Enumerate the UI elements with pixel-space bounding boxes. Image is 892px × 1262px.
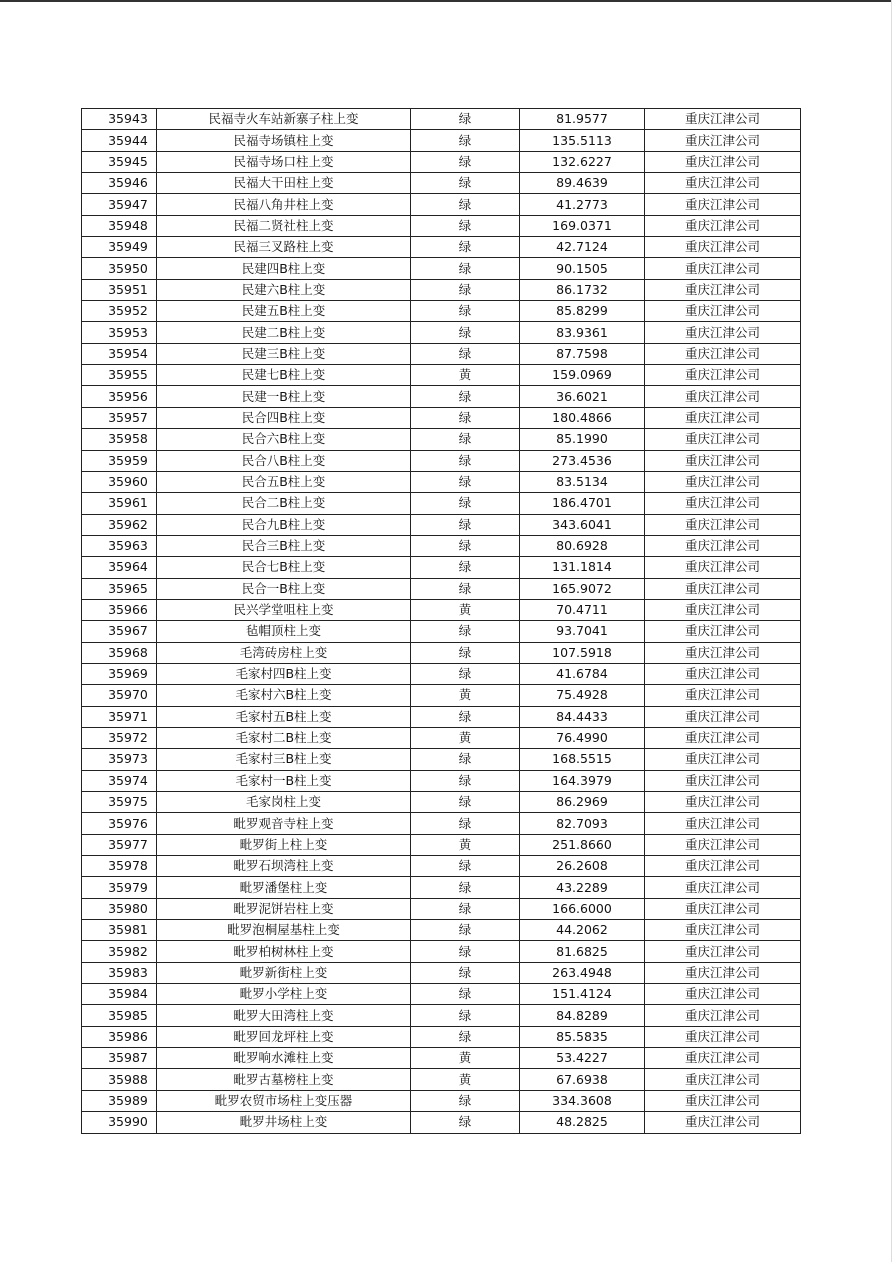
- company-cell: 重庆江津公司: [645, 322, 801, 343]
- table-row: [82, 301, 801, 322]
- transformer-name-cell: 毛家村二B柱上变: [157, 727, 411, 748]
- row-id-cell: 35979: [82, 877, 157, 898]
- row-id-cell: 35943: [82, 109, 157, 130]
- row-id-cell: 35980: [82, 898, 157, 919]
- value-cell: 131.1814: [520, 557, 645, 578]
- value-cell: 263.4948: [520, 962, 645, 983]
- row-id-cell: 35954: [82, 343, 157, 364]
- status-color-cell: 绿: [411, 322, 520, 343]
- transformer-name-cell: 民合一B柱上变: [157, 578, 411, 599]
- company-cell: 重庆江津公司: [645, 365, 801, 386]
- table-row: [82, 130, 801, 151]
- page-top-border: [0, 0, 892, 2]
- row-id-cell: 35953: [82, 322, 157, 343]
- table-row: [82, 450, 801, 471]
- status-color-cell: 绿: [411, 1090, 520, 1111]
- company-cell: 重庆江津公司: [645, 1090, 801, 1111]
- status-color-cell: 黄: [411, 1069, 520, 1090]
- company-cell: 重庆江津公司: [645, 984, 801, 1005]
- transformer-name-cell: 民合二B柱上变: [157, 493, 411, 514]
- company-cell: 重庆江津公司: [645, 749, 801, 770]
- table-body: [82, 109, 801, 1134]
- value-cell: 36.6021: [520, 386, 645, 407]
- transformer-name-cell: 毗罗古墓榜柱上变: [157, 1069, 411, 1090]
- transformer-name-cell: 民福大干田柱上变: [157, 173, 411, 194]
- company-cell: 重庆江津公司: [645, 856, 801, 877]
- company-cell: 重庆江津公司: [645, 962, 801, 983]
- row-id-cell: 35976: [82, 813, 157, 834]
- company-cell: 重庆江津公司: [645, 727, 801, 748]
- row-id-cell: 35983: [82, 962, 157, 983]
- company-cell: 重庆江津公司: [645, 493, 801, 514]
- row-id-cell: 35967: [82, 621, 157, 642]
- row-id-cell: 35977: [82, 834, 157, 855]
- status-color-cell: 绿: [411, 386, 520, 407]
- transformer-name-cell: 毗罗街上柱上变: [157, 834, 411, 855]
- table-row: [82, 727, 801, 748]
- transformer-name-cell: 民合八B柱上变: [157, 450, 411, 471]
- status-color-cell: 绿: [411, 535, 520, 556]
- table-row: [82, 856, 801, 877]
- company-cell: 重庆江津公司: [645, 109, 801, 130]
- company-cell: 重庆江津公司: [645, 301, 801, 322]
- transformer-name-cell: 民建七B柱上变: [157, 365, 411, 386]
- company-cell: 重庆江津公司: [645, 450, 801, 471]
- transformer-name-cell: 毗罗回龙坪柱上变: [157, 1026, 411, 1047]
- company-cell: 重庆江津公司: [645, 706, 801, 727]
- value-cell: 93.7041: [520, 621, 645, 642]
- row-id-cell: 35955: [82, 365, 157, 386]
- status-color-cell: 绿: [411, 706, 520, 727]
- transformer-name-cell: 民建二B柱上变: [157, 322, 411, 343]
- value-cell: 251.8660: [520, 834, 645, 855]
- transformer-name-cell: 毛湾砖房柱上变: [157, 642, 411, 663]
- transformer-name-cell: 毗罗响水滩柱上变: [157, 1048, 411, 1069]
- status-color-cell: 绿: [411, 173, 520, 194]
- table-row: [82, 706, 801, 727]
- row-id-cell: 35968: [82, 642, 157, 663]
- row-id-cell: 35971: [82, 706, 157, 727]
- value-cell: 168.5515: [520, 749, 645, 770]
- company-cell: 重庆江津公司: [645, 1005, 801, 1026]
- row-id-cell: 35972: [82, 727, 157, 748]
- table-row: [82, 792, 801, 813]
- table-row: [82, 173, 801, 194]
- row-id-cell: 35974: [82, 770, 157, 791]
- transformer-name-cell: 民合六B柱上变: [157, 429, 411, 450]
- table-row: [82, 749, 801, 770]
- table-row: [82, 877, 801, 898]
- company-cell: 重庆江津公司: [645, 941, 801, 962]
- row-id-cell: 35989: [82, 1090, 157, 1111]
- row-id-cell: 35950: [82, 258, 157, 279]
- table-row: [82, 898, 801, 919]
- row-id-cell: 35956: [82, 386, 157, 407]
- transformer-name-cell: 民福二贤社柱上变: [157, 215, 411, 236]
- company-cell: 重庆江津公司: [645, 1026, 801, 1047]
- row-id-cell: 35982: [82, 941, 157, 962]
- table-row: [82, 1069, 801, 1090]
- value-cell: 85.1990: [520, 429, 645, 450]
- value-cell: 159.0969: [520, 365, 645, 386]
- company-cell: 重庆江津公司: [645, 343, 801, 364]
- table-row: [82, 685, 801, 706]
- table-row: [82, 322, 801, 343]
- status-color-cell: 绿: [411, 578, 520, 599]
- company-cell: 重庆江津公司: [645, 514, 801, 535]
- value-cell: 186.4701: [520, 493, 645, 514]
- value-cell: 53.4227: [520, 1048, 645, 1069]
- transformer-name-cell: 民建五B柱上变: [157, 301, 411, 322]
- transformer-name-cell: 毛家村三B柱上变: [157, 749, 411, 770]
- row-id-cell: 35973: [82, 749, 157, 770]
- table-row: [82, 984, 801, 1005]
- status-color-cell: 绿: [411, 962, 520, 983]
- status-color-cell: 绿: [411, 215, 520, 236]
- transformer-name-cell: 毗罗柏树林柱上变: [157, 941, 411, 962]
- value-cell: 86.2969: [520, 792, 645, 813]
- value-cell: 42.7124: [520, 237, 645, 258]
- row-id-cell: 35958: [82, 429, 157, 450]
- company-cell: 重庆江津公司: [645, 130, 801, 151]
- value-cell: 84.4433: [520, 706, 645, 727]
- value-cell: 90.1505: [520, 258, 645, 279]
- table-row: [82, 599, 801, 620]
- table-row: [82, 365, 801, 386]
- company-cell: 重庆江津公司: [645, 194, 801, 215]
- status-color-cell: 绿: [411, 237, 520, 258]
- value-cell: 82.7093: [520, 813, 645, 834]
- value-cell: 165.9072: [520, 578, 645, 599]
- table-row: [82, 557, 801, 578]
- value-cell: 135.5113: [520, 130, 645, 151]
- transformer-name-cell: 民兴学堂咀柱上变: [157, 599, 411, 620]
- table-row: [82, 109, 801, 130]
- value-cell: 80.6928: [520, 535, 645, 556]
- company-cell: 重庆江津公司: [645, 834, 801, 855]
- company-cell: 重庆江津公司: [645, 471, 801, 492]
- value-cell: 81.9577: [520, 109, 645, 130]
- transformer-name-cell: 毗罗泥饼岩柱上变: [157, 898, 411, 919]
- value-cell: 41.2773: [520, 194, 645, 215]
- status-color-cell: 绿: [411, 898, 520, 919]
- company-cell: 重庆江津公司: [645, 407, 801, 428]
- transformer-name-cell: 毗罗大田湾柱上变: [157, 1005, 411, 1026]
- row-id-cell: 35985: [82, 1005, 157, 1026]
- status-color-cell: 绿: [411, 663, 520, 684]
- company-cell: 重庆江津公司: [645, 813, 801, 834]
- status-color-cell: 黄: [411, 834, 520, 855]
- status-color-cell: 黄: [411, 727, 520, 748]
- value-cell: 151.4124: [520, 984, 645, 1005]
- value-cell: 169.0371: [520, 215, 645, 236]
- table-row: [82, 493, 801, 514]
- company-cell: 重庆江津公司: [645, 877, 801, 898]
- transformer-name-cell: 毗罗小学柱上变: [157, 984, 411, 1005]
- table-row: [82, 535, 801, 556]
- value-cell: 76.4990: [520, 727, 645, 748]
- company-cell: 重庆江津公司: [645, 557, 801, 578]
- status-color-cell: 绿: [411, 984, 520, 1005]
- status-color-cell: 绿: [411, 258, 520, 279]
- value-cell: 81.6825: [520, 941, 645, 962]
- value-cell: 43.2289: [520, 877, 645, 898]
- table-row: [82, 237, 801, 258]
- status-color-cell: 绿: [411, 429, 520, 450]
- row-id-cell: 35963: [82, 535, 157, 556]
- company-cell: 重庆江津公司: [645, 258, 801, 279]
- status-color-cell: 绿: [411, 877, 520, 898]
- value-cell: 334.3608: [520, 1090, 645, 1111]
- status-color-cell: 绿: [411, 194, 520, 215]
- table-row: [82, 642, 801, 663]
- status-color-cell: 绿: [411, 407, 520, 428]
- status-color-cell: 绿: [411, 471, 520, 492]
- company-cell: 重庆江津公司: [645, 535, 801, 556]
- company-cell: 重庆江津公司: [645, 642, 801, 663]
- status-color-cell: 绿: [411, 151, 520, 172]
- table-row: [82, 1112, 801, 1133]
- value-cell: 86.1732: [520, 279, 645, 300]
- transformer-name-cell: 民合九B柱上变: [157, 514, 411, 535]
- value-cell: 48.2825: [520, 1112, 645, 1133]
- table-row: [82, 279, 801, 300]
- value-cell: 75.4928: [520, 685, 645, 706]
- table-row: [82, 1026, 801, 1047]
- transformer-name-cell: 民合三B柱上变: [157, 535, 411, 556]
- transformer-name-cell: 民合四B柱上变: [157, 407, 411, 428]
- transformer-name-cell: 民福三叉路柱上变: [157, 237, 411, 258]
- row-id-cell: 35970: [82, 685, 157, 706]
- status-color-cell: 绿: [411, 279, 520, 300]
- table-row: [82, 151, 801, 172]
- status-color-cell: 绿: [411, 856, 520, 877]
- value-cell: 83.5134: [520, 471, 645, 492]
- table-row: [82, 343, 801, 364]
- transformer-name-cell: 毛家村五B柱上变: [157, 706, 411, 727]
- row-id-cell: 35952: [82, 301, 157, 322]
- status-color-cell: 绿: [411, 749, 520, 770]
- value-cell: 166.6000: [520, 898, 645, 919]
- company-cell: 重庆江津公司: [645, 663, 801, 684]
- row-id-cell: 35947: [82, 194, 157, 215]
- row-id-cell: 35951: [82, 279, 157, 300]
- transformer-name-cell: 毛家村四B柱上变: [157, 663, 411, 684]
- transformer-name-cell: 毗罗观音寺柱上变: [157, 813, 411, 834]
- row-id-cell: 35988: [82, 1069, 157, 1090]
- company-cell: 重庆江津公司: [645, 429, 801, 450]
- status-color-cell: 绿: [411, 621, 520, 642]
- row-id-cell: 35948: [82, 215, 157, 236]
- table-row: [82, 621, 801, 642]
- transformer-name-cell: 毛家岗柱上变: [157, 792, 411, 813]
- status-color-cell: 绿: [411, 1026, 520, 1047]
- table-row: [82, 941, 801, 962]
- company-cell: 重庆江津公司: [645, 1112, 801, 1133]
- status-color-cell: 黄: [411, 599, 520, 620]
- transformer-name-cell: 毛家村六B柱上变: [157, 685, 411, 706]
- company-cell: 重庆江津公司: [645, 792, 801, 813]
- transformer-name-cell: 毗罗井场柱上变: [157, 1112, 411, 1133]
- table-row: [82, 663, 801, 684]
- value-cell: 83.9361: [520, 322, 645, 343]
- table-row: [82, 407, 801, 428]
- company-cell: 重庆江津公司: [645, 215, 801, 236]
- value-cell: 44.2062: [520, 920, 645, 941]
- transformer-name-cell: 民福寺场镇柱上变: [157, 130, 411, 151]
- transformer-table: [81, 108, 801, 1134]
- transformer-name-cell: 民建六B柱上变: [157, 279, 411, 300]
- value-cell: 89.4639: [520, 173, 645, 194]
- value-cell: 26.2608: [520, 856, 645, 877]
- value-cell: 273.4536: [520, 450, 645, 471]
- transformer-name-cell: 毗罗新街柱上变: [157, 962, 411, 983]
- company-cell: 重庆江津公司: [645, 151, 801, 172]
- table-row: [82, 194, 801, 215]
- table-row: [82, 834, 801, 855]
- company-cell: 重庆江津公司: [645, 578, 801, 599]
- transformer-name-cell: 民福寺火车站新寨子柱上变: [157, 109, 411, 130]
- transformer-name-cell: 毗罗农贸市场柱上变压器: [157, 1090, 411, 1111]
- value-cell: 84.8289: [520, 1005, 645, 1026]
- value-cell: 87.7598: [520, 343, 645, 364]
- row-id-cell: 35966: [82, 599, 157, 620]
- status-color-cell: 绿: [411, 642, 520, 663]
- transformer-name-cell: 民建一B柱上变: [157, 386, 411, 407]
- company-cell: 重庆江津公司: [645, 621, 801, 642]
- row-id-cell: 35959: [82, 450, 157, 471]
- status-color-cell: 黄: [411, 685, 520, 706]
- status-color-cell: 绿: [411, 343, 520, 364]
- status-color-cell: 绿: [411, 792, 520, 813]
- row-id-cell: 35961: [82, 493, 157, 514]
- row-id-cell: 35945: [82, 151, 157, 172]
- table-row: [82, 215, 801, 236]
- status-color-cell: 黄: [411, 365, 520, 386]
- company-cell: 重庆江津公司: [645, 173, 801, 194]
- table-row: [82, 258, 801, 279]
- status-color-cell: 绿: [411, 130, 520, 151]
- value-cell: 70.4711: [520, 599, 645, 620]
- value-cell: 85.8299: [520, 301, 645, 322]
- company-cell: 重庆江津公司: [645, 685, 801, 706]
- status-color-cell: 绿: [411, 109, 520, 130]
- table-row: [82, 1090, 801, 1111]
- company-cell: 重庆江津公司: [645, 920, 801, 941]
- company-cell: 重庆江津公司: [645, 1069, 801, 1090]
- row-id-cell: 35965: [82, 578, 157, 599]
- table-row: [82, 920, 801, 941]
- transformer-name-cell: 毗罗泡桐屋基柱上变: [157, 920, 411, 941]
- status-color-cell: 绿: [411, 813, 520, 834]
- status-color-cell: 绿: [411, 557, 520, 578]
- value-cell: 85.5835: [520, 1026, 645, 1047]
- row-id-cell: 35960: [82, 471, 157, 492]
- transformer-name-cell: 民建四B柱上变: [157, 258, 411, 279]
- company-cell: 重庆江津公司: [645, 237, 801, 258]
- status-color-cell: 绿: [411, 920, 520, 941]
- row-id-cell: 35978: [82, 856, 157, 877]
- transformer-name-cell: 毗罗潘堡柱上变: [157, 877, 411, 898]
- row-id-cell: 35957: [82, 407, 157, 428]
- company-cell: 重庆江津公司: [645, 386, 801, 407]
- table-row: [82, 578, 801, 599]
- table-row: [82, 471, 801, 492]
- table-row: [82, 429, 801, 450]
- company-cell: 重庆江津公司: [645, 770, 801, 791]
- value-cell: 132.6227: [520, 151, 645, 172]
- row-id-cell: 35944: [82, 130, 157, 151]
- status-color-cell: 绿: [411, 1112, 520, 1133]
- value-cell: 41.6784: [520, 663, 645, 684]
- table-row: [82, 386, 801, 407]
- transformer-name-cell: 民合七B柱上变: [157, 557, 411, 578]
- table-row: [82, 813, 801, 834]
- company-cell: 重庆江津公司: [645, 279, 801, 300]
- row-id-cell: 35981: [82, 920, 157, 941]
- row-id-cell: 35969: [82, 663, 157, 684]
- status-color-cell: 绿: [411, 770, 520, 791]
- table-row: [82, 962, 801, 983]
- row-id-cell: 35986: [82, 1026, 157, 1047]
- value-cell: 343.6041: [520, 514, 645, 535]
- table-row: [82, 1048, 801, 1069]
- company-cell: 重庆江津公司: [645, 599, 801, 620]
- table-row: [82, 514, 801, 535]
- row-id-cell: 35964: [82, 557, 157, 578]
- status-color-cell: 绿: [411, 514, 520, 535]
- status-color-cell: 绿: [411, 301, 520, 322]
- company-cell: 重庆江津公司: [645, 898, 801, 919]
- transformer-name-cell: 民合五B柱上变: [157, 471, 411, 492]
- value-cell: 107.5918: [520, 642, 645, 663]
- status-color-cell: 绿: [411, 450, 520, 471]
- transformer-name-cell: 毡帽顶柱上变: [157, 621, 411, 642]
- status-color-cell: 绿: [411, 941, 520, 962]
- table-row: [82, 1005, 801, 1026]
- row-id-cell: 35984: [82, 984, 157, 1005]
- status-color-cell: 绿: [411, 1005, 520, 1026]
- status-color-cell: 黄: [411, 1048, 520, 1069]
- value-cell: 180.4866: [520, 407, 645, 428]
- status-color-cell: 绿: [411, 493, 520, 514]
- row-id-cell: 35946: [82, 173, 157, 194]
- value-cell: 67.6938: [520, 1069, 645, 1090]
- row-id-cell: 35949: [82, 237, 157, 258]
- transformer-name-cell: 毗罗石坝湾柱上变: [157, 856, 411, 877]
- row-id-cell: 35990: [82, 1112, 157, 1133]
- value-cell: 164.3979: [520, 770, 645, 791]
- transformer-name-cell: 民福寺场口柱上变: [157, 151, 411, 172]
- company-cell: 重庆江津公司: [645, 1048, 801, 1069]
- row-id-cell: 35975: [82, 792, 157, 813]
- row-id-cell: 35962: [82, 514, 157, 535]
- table-row: [82, 770, 801, 791]
- row-id-cell: 35987: [82, 1048, 157, 1069]
- transformer-name-cell: 民福八角井柱上变: [157, 194, 411, 215]
- transformer-name-cell: 民建三B柱上变: [157, 343, 411, 364]
- transformer-name-cell: 毛家村一B柱上变: [157, 770, 411, 791]
